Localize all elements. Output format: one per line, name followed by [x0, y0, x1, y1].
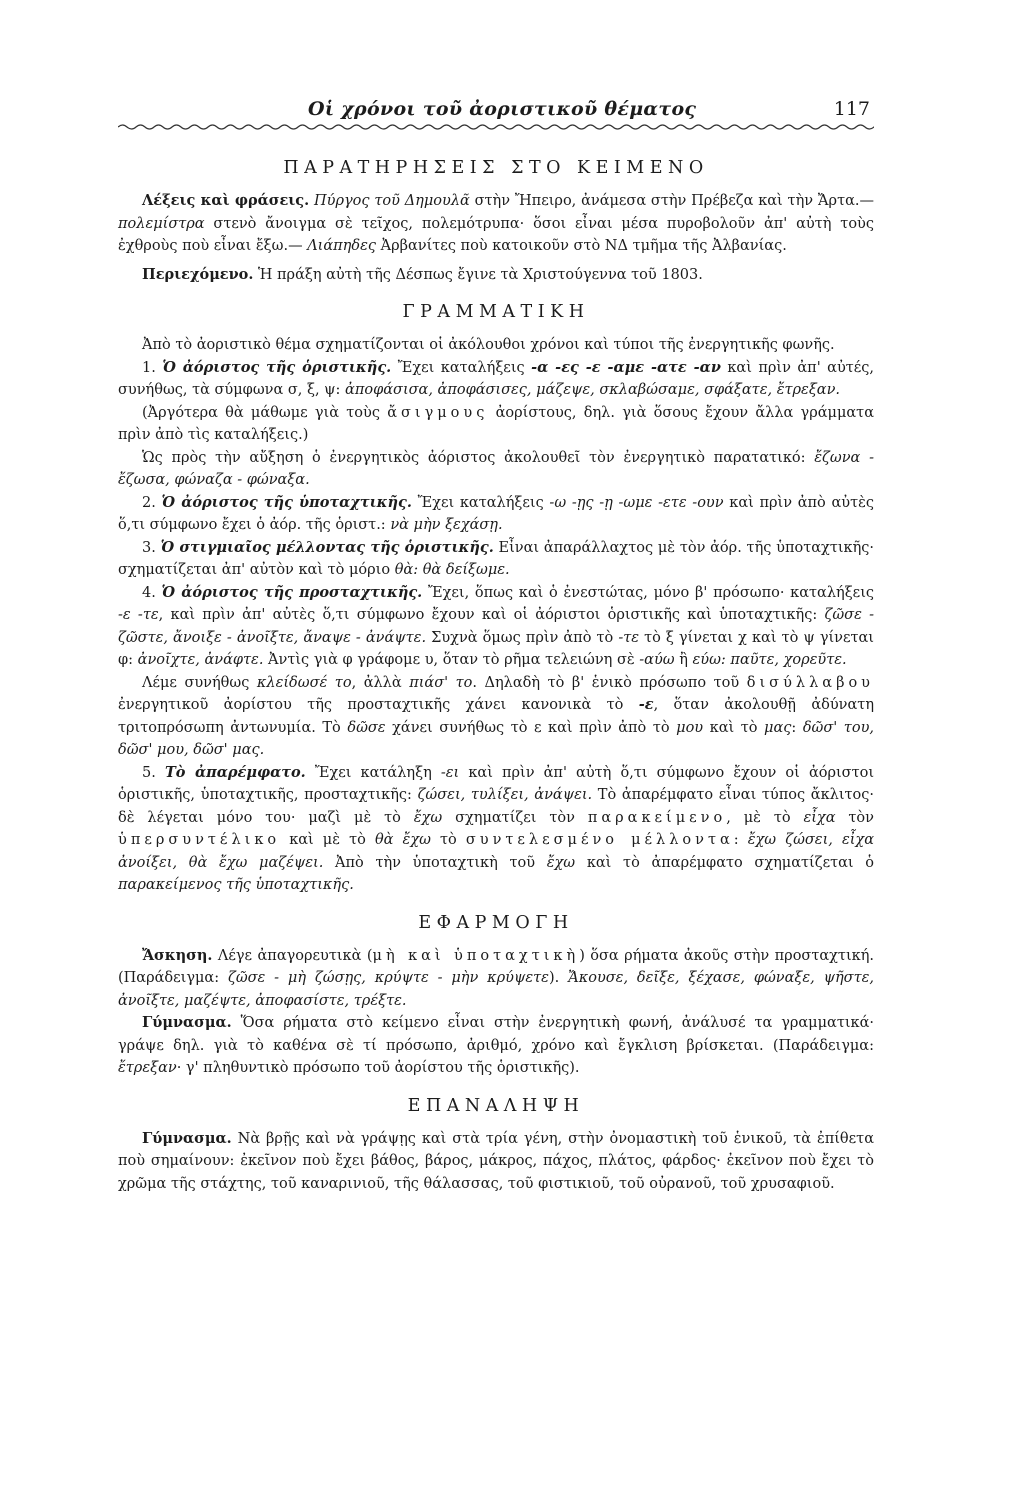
examples: δῶσ' του, δῶσ' μου, δῶσ' μας.: [118, 719, 874, 758]
text-span: τὸ ξ γίνεται χ καὶ τὸ ψ γίνεται φ:: [118, 629, 874, 668]
examples: ἔζωνα - ἔζωσα, φώναζα - φώναξα.: [118, 449, 874, 488]
section-title: Ὁ ἀόριστος τῆς ὁριστικῆς.: [162, 358, 392, 376]
text-span: , μὲ τὸ: [726, 809, 804, 826]
content-label: Περιεχόμενο.: [142, 265, 254, 283]
grammar-section-1: [118, 357, 874, 402]
review-heading: ΕΠΑΝΑΛΗΨΗ: [407, 1095, 585, 1116]
text-span: Ἀντὶς γιὰ φ γράφομε υ, ὅταν τὸ ρῆμα τελειώνη σὲ: [263, 652, 640, 668]
grammar-section-4: [118, 582, 874, 672]
text-span: στενὸ ἄνοιγμα σὲ τεῖχος, πολεμότρυπα· ὅσοι εἶναι μέσα πυροβολοῦν ἀπ' αὐτὴ τοὺς ἐχθροὺς ποὺ εἶναι ἔξω.—: [118, 215, 874, 254]
text-span: Ἔχει καταλήξεις: [411, 494, 550, 511]
spaced-word: ὑπερσυντέλικο: [118, 832, 281, 848]
text-span: καὶ πρὶν ἀπ' αὐτὴ ὅ,τι σύμφωνο ἔχουν οἱ ἀόριστοι ὁριστικῆς, ὑποταχτικῆς, προσταχτικῆς:: [118, 764, 875, 803]
example: δῶσε: [347, 719, 386, 736]
page-number: 117: [833, 98, 870, 120]
review-gym-paragraph: [118, 1128, 874, 1196]
examples: θὰ: θὰ δείξωμε.: [394, 562, 510, 578]
term-polemistra: πολεμίστρα: [118, 215, 205, 232]
text-span: :: [791, 719, 803, 736]
text-span: Λέμε συνήθως: [142, 674, 257, 691]
ending: -ει: [440, 764, 460, 781]
application-heading: ΕΦΑΡΜΟΓΗ: [418, 912, 574, 933]
grammar-section-3: [118, 537, 874, 582]
text-span: Εἶναι ἀπαράλλαχτος μὲ τὸν ἀόρ. τῆς ὑποταχτικῆς· σχηματίζεται ἀπ' αὐτὸν καὶ τὸ μόριο: [118, 539, 875, 578]
text-span: ἐνεργητικοῦ ἀορίστου τῆς προσταχτικῆς χάνει κανονικὰ τὸ: [118, 697, 639, 713]
text-span: στὴν Ἤπειρο, ἀνάμεσα στὴν Πρέβεζα καὶ τὴν Ἄρτα.—: [469, 193, 874, 209]
endings: -ω -ῃς -ῃ -ωμε -ετε -ουν: [549, 494, 724, 511]
examples: ἀνοῖχτε, ἀνάφτε.: [137, 652, 264, 668]
text-span: ) ὅσα ρήματα ἀκοῦς στὴν προσταχτική. (Παράδειγμα:: [118, 947, 874, 986]
grammar-section-4-elision: [118, 672, 874, 762]
gym-label: Γύμνασμα.: [142, 1014, 232, 1031]
text-span: Ὅσα ρήματα στὸ κείμενο εἶναι στὴν ἐνεργητικὴ φωνή, ἀνάλυσέ τα γραμματικά· γράψε δηλ. γιὰ τὸ καθένα σὲ τί πρόσωπο, ἀριθμό, χρόνο καὶ ἔγκλιση βρίσκεται. (Παράδειγμα:: [118, 1015, 874, 1054]
section-title: Ὁ ἀόριστος τῆς ὑποταχτικῆς.: [161, 493, 412, 511]
text-span: Ἔχει, ὅπως καὶ ὁ ἐνεστώτας, μόνο β' πρόσωπο· καταλήξεις: [422, 584, 875, 601]
text-span: καὶ τὸ: [703, 719, 765, 736]
section-number: 1.: [142, 359, 163, 376]
spaced-word: παρακείμενο: [587, 809, 727, 826]
text-span: , ἀλλὰ: [351, 674, 410, 691]
text-span: χάνει συνήθως τὸ ε καὶ πρὶν ἀπὸ τὸ: [385, 719, 677, 736]
page-content: [118, 158, 874, 1195]
text-span: ).: [548, 970, 569, 986]
examples: Ἄκουσε, δεῖξε, ξέχασε, φώναξε, ψῆστε, ἀνοῖξτε, μαζέψτε, ἀποφασίστε, τρέξτε.: [118, 970, 874, 1009]
grammar-section-5: [118, 762, 874, 897]
exercise-label: Ἄσκηση.: [142, 946, 213, 964]
text-span: Ἀπὸ τὴν ὑποταχτικὴ τοῦ: [323, 854, 547, 871]
example: ἔχω: [413, 809, 443, 826]
example: μου: [676, 719, 704, 736]
text-span: Ἀρβανίτες ποὺ κατοικοῦν στὸ ΝΔ τμῆμα τῆς Ἀλβανίας.: [376, 238, 787, 254]
gym-label: Γύμνασμα.: [142, 1129, 232, 1147]
section-number: 2.: [142, 494, 162, 511]
example: εἶχα: [803, 809, 836, 826]
spaced-word: συντελεσμένο μέλλοντα: [465, 832, 734, 848]
spaced-word: δισύλλαβου: [746, 674, 874, 691]
term-liapides: Λιάπηδες: [307, 238, 376, 254]
page-header: [118, 98, 874, 138]
spaced-word: ἄσιγμους: [387, 404, 489, 421]
text-span: σχηματίζει τὸν: [442, 809, 588, 826]
text-span: Ἡ πράξη αὐτὴ τῆς Δέσπως ἔγινε τὰ Χριστούγεννα τοῦ 1803.: [253, 266, 703, 283]
example: παρακείμενος τῆς ὑποταχτικῆς.: [118, 877, 354, 893]
text-span: . Δηλαδὴ τὸ β' ἑνικὸ πρόσωπο τοῦ: [472, 674, 747, 691]
endings: -α -ες -ε -αμε -ατε -αν: [531, 358, 721, 376]
text-span: Ὡς πρὸς τὴν αὔξηση ὁ ἐνεργητικὸς ἀόριστος ἀκολουθεῖ τὸν ἐνεργητικὸ παρατατικό:: [142, 449, 815, 466]
grammar-augment: [118, 447, 874, 492]
endings: -τε: [618, 629, 640, 646]
examples: ἔχω ζώσει, εἶχα ἀνοίξει, θὰ ἔχω μαζέψει.: [118, 832, 874, 871]
text-span: Ἔχει κατάληξη: [305, 764, 441, 781]
spaced-word: μὴ καὶ ὑποταχτικὴ: [372, 947, 580, 964]
example: ἔχω: [546, 854, 576, 871]
section-number: 3.: [142, 539, 161, 556]
notes-heading: ΠΑΡΑΤΗΡΗΣΕΙΣ ΣΤΟ ΚΕΙΜΕΝΟ: [283, 158, 709, 178]
application-gym-paragraph: [118, 1012, 874, 1080]
example: κλείδωσέ το: [256, 674, 352, 691]
text-span: Συχνὰ ὅμως πρὶν ἀπὸ τὸ: [426, 629, 619, 646]
text-span: (Ἀργότερα θὰ μάθωμε γιὰ τοὺς: [142, 404, 388, 421]
grammar-intro: Ἀπὸ τὸ ἀοριστικὸ θέμα σχηματίζονται οἱ ἀκόλουθοι χρόνοι καὶ τύποι τῆς ἐνεργητικῆς φωνῆς.: [142, 337, 835, 353]
examples: ζώσει, τυλίξει, ἀνάψει.: [417, 787, 593, 803]
examples: ζῶσε - μὴ ζώσῃς, κρύψτε - μὴν κρύψετε: [227, 970, 549, 986]
text-span: , ὅταν ἀκολουθῇ ἀδύνατη τριτοπρόσωπη ἀντωνυμία. Τὸ: [118, 697, 875, 736]
grammar-heading: ΓΡΑΜΜΑΤΙΚΗ: [402, 302, 590, 322]
example: ἔτρεξαν: [118, 1060, 177, 1076]
examples: νὰ μὴν ξεχάσῃ.: [390, 517, 503, 533]
term-pyrgos: Πύργος τοῦ Δημουλᾶ: [314, 193, 470, 209]
text-span: Νὰ βρῇς καὶ νὰ γράψῃς καὶ στὰ τρία γένη, στὴν ὀνομαστικὴ τοῦ ἑνικοῦ, τὰ ἐπίθετα ποὺ σημαίνουν: ἐκεῖνον ποὺ ἔχει βάθος, βάρος, μάκρος, πάχος, πλάτος, φάρδος· ἐκεῖνον ποὺ ἔχει τὸ χρῶμα τῆς στάχτης, τοῦ καναρινιοῦ, τῆς θάλασσας, τοῦ φιστικιοῦ, τοῦ οὐρανοῦ, τοῦ χρυσαφιοῦ.: [118, 1130, 874, 1192]
text-span: ἀορίστους, δηλ. γιὰ ὅσους ἔχουν ἄλλα γράμματα πρὶν ἀπὸ τὶς καταλήξεις.): [118, 404, 874, 443]
text-span: τὸ: [430, 832, 466, 848]
text-span: καὶ πρὶν ἀπ' αὐτές, συνήθως, τὰ σύμφωνα σ, ξ, ψ:: [118, 359, 875, 398]
text-span: , καὶ πρὶν ἀπ' αὐτὲς ὅ,τι σύμφωνο ἔχουν καὶ οἱ ἀόριστοι ὁριστικῆς καὶ ὑποταχτικῆς:: [158, 607, 825, 623]
wavy-rule: [118, 120, 874, 134]
example: μας: [764, 719, 792, 736]
text-span: καὶ μὲ τὸ: [280, 832, 375, 848]
endings: -ε -τε: [118, 607, 159, 623]
exercise-paragraph: [118, 945, 874, 1013]
text-span: :: [733, 832, 748, 848]
running-title: Οἱ χρόνοι τοῦ ἀοριστικοῦ θέματος: [308, 98, 697, 120]
example: πιάσ' το: [409, 674, 473, 691]
grammar-note-asigmatic: [118, 402, 874, 447]
words-paragraph: [118, 190, 874, 258]
section-title: Τὸ ἀπαρέμφατο.: [164, 763, 306, 781]
example: θὰ ἔχω: [374, 832, 431, 848]
section-number: 5.: [142, 764, 165, 781]
text-span: Τὸ ἀπαρέμφατο εἶναι τύπος ἄκλιτος· δὲ λέγεται μόνο του· μαζὶ μὲ τὸ: [118, 787, 874, 826]
text-span: Λέγε ἀπαγορευτικὰ (: [212, 947, 373, 964]
examples: ζῶσε - ζῶστε, ἄνοιξε - ἀνοῖξτε, ἄναψε - ἀνάψτε.: [118, 607, 874, 646]
examples: ἀποφάσισα, ἀποφάσισες, μάζεψε, σκλαβώσαμε, σφάξατε, ἔτρεξαν.: [345, 382, 841, 398]
text-span: ἢ: [674, 652, 693, 668]
section-title: Ὁ ἀόριστος τῆς προσταχτικῆς.: [161, 583, 423, 601]
section-title: Ὁ στιγμιαῖος μέλλοντας τῆς ὁριστικῆς.: [160, 538, 494, 556]
section-number: 4.: [142, 584, 162, 601]
words-label: Λέξεις καὶ φράσεις.: [142, 192, 310, 209]
endings: -αύω: [639, 652, 675, 668]
text-span: · γ' πληθυντικὸ πρόσωπο τοῦ ἀορίστου τῆς ὁριστικῆς).: [176, 1060, 580, 1076]
text-span: καὶ τὸ ἀπαρέμφατο σχηματίζεται ὁ: [575, 854, 875, 871]
ending: -ε: [638, 696, 654, 713]
examples: εύω: παῦτε, χορεῦτε.: [692, 652, 847, 668]
content-paragraph: [118, 264, 874, 287]
text-span: τὸν: [835, 809, 874, 826]
grammar-section-2: [118, 492, 874, 537]
text-span: Ἔχει καταλήξεις: [391, 359, 532, 376]
text-span: καὶ πρὶν ἀπὸ αὐτὲς ὅ,τι σύμφωνο ἔχει ὁ ἀόρ. τῆς ὁριστ.:: [118, 494, 874, 533]
